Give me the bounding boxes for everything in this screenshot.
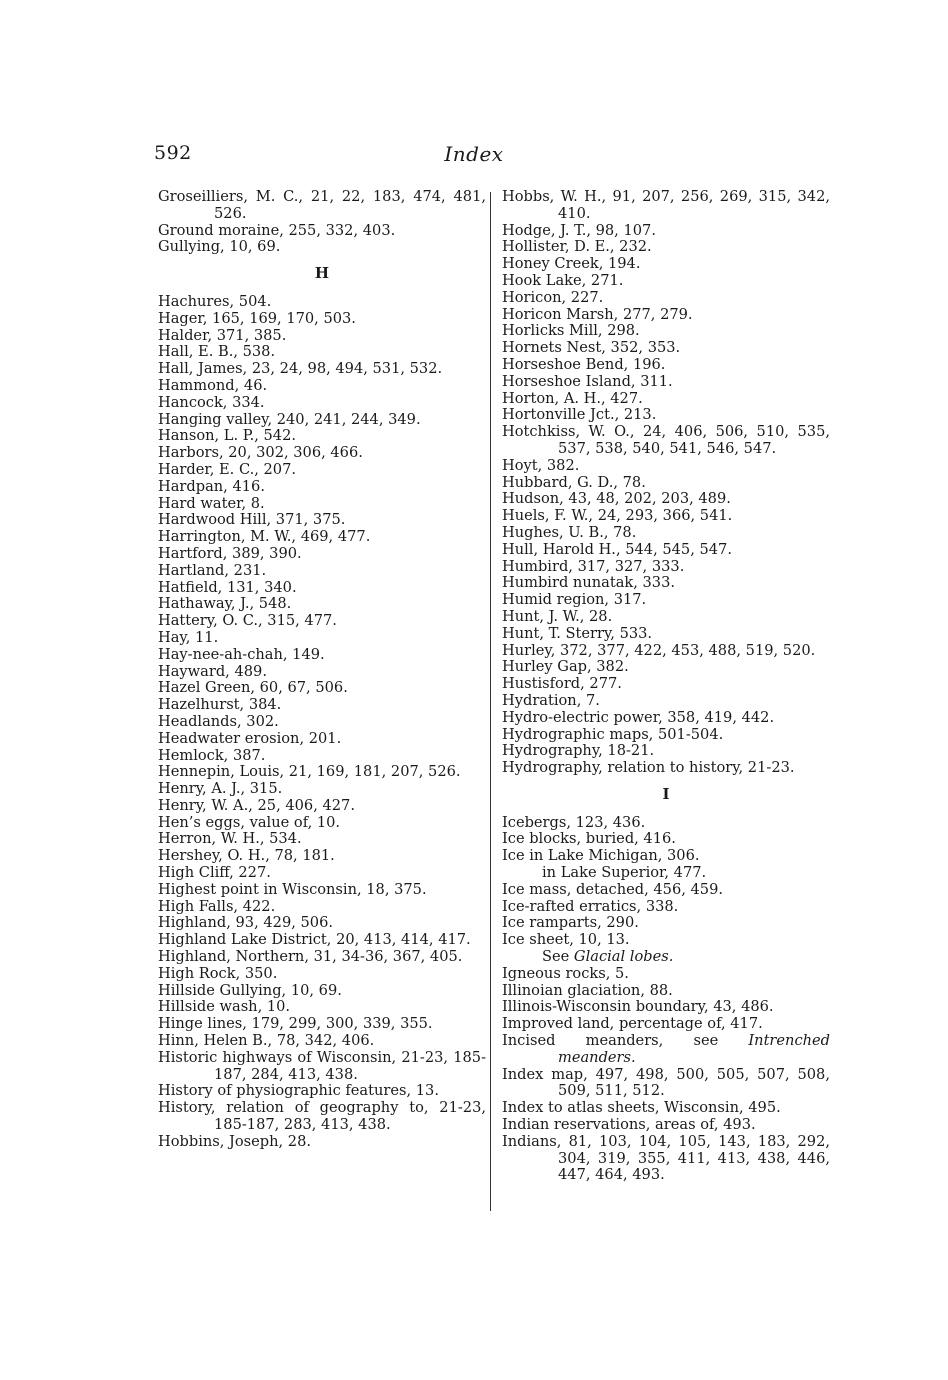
index-entry: Hughes, U. B., 78. <box>502 523 637 541</box>
index-entry: Highland, 93, 429, 506. <box>158 914 333 932</box>
index-entry: Illinois-Wisconsin boundary, 43, 486. <box>502 998 774 1016</box>
index-entry: Hillside wash, 10. <box>158 998 291 1016</box>
index-entry: Hollister, D. E., 232. <box>502 238 652 256</box>
index-entry: High Cliff, 227. <box>158 864 271 882</box>
index-entry: Hershey, O. H., 78, 181. <box>158 847 335 865</box>
index-entry: Hotchkiss, W. O., 24, 406, 506, 510, 535, 537, 538, 540, 541, 546, 547. <box>502 423 830 457</box>
index-entry: Hardwood Hill, 371, 375. <box>158 511 346 529</box>
index-entry: Hayward, 489. <box>158 662 267 680</box>
index-entry: Honey Creek, 194. <box>502 255 641 273</box>
index-entry: Hazelhurst, 384. <box>158 696 282 714</box>
index-entry: Hull, Harold H., 544, 545, 547. <box>502 540 732 558</box>
index-entry: Headlands, 302. <box>158 712 279 730</box>
index-entry: Ground moraine, 255, 332, 403. <box>158 221 396 239</box>
index-entry: Hall, James, 23, 24, 98, 494, 531, 532. <box>158 360 443 378</box>
index-entry: Hinge lines, 179, 299, 300, 339, 355. <box>158 1015 433 1033</box>
index-entry: History, relation of geography to, 21-23, 185-187, 283, 413, 438. <box>158 1099 486 1134</box>
entry-group-h-continued <box>502 189 830 777</box>
see-prefix: See <box>542 948 574 966</box>
index-entry: Hager, 165, 169, 170, 503. <box>158 309 356 327</box>
index-column-right <box>502 189 830 1184</box>
index-entry: Hemlock, 387. <box>158 746 266 764</box>
index-entry: Hobbins, Joseph, 28. <box>158 1132 312 1150</box>
index-entry: Henry, W. A., 25, 406, 427. <box>158 796 355 814</box>
index-entry: Icebergs, 123, 436. <box>502 813 646 831</box>
index-entry: Hall, E. B., 538. <box>158 343 276 361</box>
index-entry: Hodge, J. T., 98, 107. <box>502 221 656 239</box>
column-divider <box>490 192 491 1211</box>
index-entry: Hillside Gullying, 10, 69. <box>158 981 342 999</box>
index-entry: Hurley Gap, 382. <box>502 658 629 676</box>
index-entry: Harrington, M. W., 469, 477. <box>158 528 371 546</box>
see-reference <box>502 949 830 966</box>
index-entry: Horton, A. H., 427. <box>502 389 643 407</box>
index-entry: Hornets Nest, 352, 353. <box>502 339 681 357</box>
entry-group-i-end <box>502 1067 830 1185</box>
index-entry: Horicon Marsh, 277, 279. <box>502 305 693 323</box>
index-entry: Historic highways of Wisconsin, 21-23, 185-187, 284, 413, 438. <box>158 1048 486 1083</box>
index-entry: History of physiographic features, 13. <box>158 1082 439 1100</box>
index-entry: Hathaway, J., 548. <box>158 595 292 613</box>
index-entry: Hartford, 389, 390. <box>158 544 302 562</box>
index-entry: Humid region, 317. <box>502 591 647 609</box>
index-entry: Hartland, 231. <box>158 561 267 579</box>
index-entry: Ice in Lake Michigan, 306. <box>502 847 700 865</box>
page-number: 592 <box>154 142 192 164</box>
index-entry: Hydro-electric power, 358, 419, 442. <box>502 708 775 726</box>
index-entry: Hardpan, 416. <box>158 477 265 495</box>
index-entry: Indians, 81, 103, 104, 105, 143, 183, 292, 304, 319, 355, 411, 413, 438, 446, 447, 464, 493. <box>502 1132 830 1184</box>
index-entry: Index map, 497, 498, 500, 505, 507, 508, 509, 511, 512. <box>502 1065 830 1100</box>
index-entry: Indian reservations, areas of, 493. <box>502 1116 756 1134</box>
index-entry: Igneous rocks, 5. <box>502 964 629 982</box>
entry-group-h <box>158 294 486 1151</box>
index-entry: Hook Lake, 271. <box>502 271 624 289</box>
entry-group-g <box>158 189 486 256</box>
letter-heading-h: H <box>314 264 330 283</box>
index-entry: Highland, Northern, 31, 34-36, 367, 405. <box>158 948 463 966</box>
index-entry: Hustisford, 277. <box>502 675 622 693</box>
index-entry: Hurley, 372, 377, 422, 453, 488, 519, 520. <box>502 641 816 659</box>
entry-group-i-after-see <box>502 966 830 1033</box>
index-entry: High Falls, 422. <box>158 897 276 915</box>
index-entry: Ice mass, detached, 456, 459. <box>502 880 724 898</box>
index-sub-entry: in Lake Superior, 477. <box>542 864 707 882</box>
see-target: Glacial lobes. <box>573 948 674 966</box>
index-entry: Henry, A. J., 315. <box>158 780 283 798</box>
index-entry: Hunt, T. Sterry, 533. <box>502 624 653 642</box>
index-entry: Horlicks Mill, 298. <box>502 322 640 340</box>
entry-group-i-mid <box>502 882 830 949</box>
index-entry: Harder, E. C., 207. <box>158 460 297 478</box>
index-entry: Ice sheet, 10, 13. <box>502 931 630 949</box>
incised-prefix: Incised meanders, see <box>502 1032 749 1050</box>
index-entry: High Rock, 350. <box>158 964 278 982</box>
index-entry: Hancock, 334. <box>158 393 265 411</box>
index-entry: Hydrography, 18-21. <box>502 742 655 760</box>
index-entry: Herron, W. H., 534. <box>158 830 302 848</box>
index-entry: Hobbs, W. H., 91, 207, 256, 269, 315, 342, 410. <box>502 188 830 222</box>
index-entry: Hoyt, 382. <box>502 456 580 474</box>
index-entry: Ice blocks, buried, 416. <box>502 830 676 848</box>
index-entry: Horseshoe Bend, 196. <box>502 355 666 373</box>
index-entry: Improved land, percentage of, 417. <box>502 1015 763 1033</box>
index-entry: Hachures, 504. <box>158 292 272 310</box>
index-entry: Horseshoe Island, 311. <box>502 372 673 390</box>
index-entry: Ice ramparts, 290. <box>502 914 639 932</box>
index-entry: Horicon, 227. <box>502 288 604 306</box>
index-entry: Hubbard, G. D., 78. <box>502 473 646 491</box>
index-entry: Hinn, Helen B., 78, 342, 406. <box>158 1032 375 1050</box>
index-entry: Hortonville Jct., 213. <box>502 406 657 424</box>
index-entry: Groseilliers, M. C., 21, 22, 183, 474, 481, 526. <box>158 188 486 222</box>
index-entry: Hen’s eggs, value of, 10. <box>158 813 341 831</box>
index-entry: Illinoian glaciation, 88. <box>502 981 673 999</box>
index-entry: Hard water, 8. <box>158 494 265 512</box>
index-entry: Hydrographic maps, 501-504. <box>502 725 724 743</box>
index-entry: Halder, 371, 385. <box>158 326 287 344</box>
incised-target: Intrenched meanders. <box>558 1032 830 1066</box>
letter-heading-i: I <box>662 784 670 803</box>
index-entry: Hydration, 7. <box>502 691 600 709</box>
running-head: Index <box>444 142 504 166</box>
index-entry: Hydrography, relation to history, 21-23. <box>502 759 795 777</box>
index-entry: Humbird, 317, 327, 333. <box>502 557 685 575</box>
index-entry: Hennepin, Louis, 21, 169, 181, 207, 526. <box>158 763 461 781</box>
index-entry: Humbird nunatak, 333. <box>502 574 676 592</box>
index-entry: Hudson, 43, 48, 202, 203, 489. <box>502 490 731 508</box>
index-entry: Hatfield, 131, 340. <box>158 578 297 596</box>
index-entry: Hazel Green, 60, 67, 506. <box>158 679 348 697</box>
index-entry: Highest point in Wisconsin, 18, 375. <box>158 880 427 898</box>
index-entry: Hattery, O. C., 315, 477. <box>158 612 337 630</box>
index-entry-incised-meanders <box>502 1033 830 1067</box>
index-entry: Hay, 11. <box>158 628 219 646</box>
entry-group-i-start <box>502 815 830 865</box>
index-entry: Hammond, 46. <box>158 376 268 394</box>
index-entry: Gullying, 10, 69. <box>158 238 281 256</box>
index-entry: Harbors, 20, 302, 306, 466. <box>158 444 363 462</box>
index-entry: Ice-rafted erratics, 338. <box>502 897 679 915</box>
index-entry: Headwater erosion, 201. <box>158 729 342 747</box>
index-entry: Hay-nee-ah-chah, 149. <box>158 645 325 663</box>
index-entry: Index to atlas sheets, Wisconsin, 495. <box>502 1099 781 1117</box>
index-column-left <box>158 189 486 1151</box>
index-entry: Hanson, L. P., 542. <box>158 427 297 445</box>
index-entry: Huels, F. W., 24, 293, 366, 541. <box>502 507 733 525</box>
index-entry: Highland Lake District, 20, 413, 414, 417. <box>158 931 471 949</box>
index-entry: Hunt, J. W., 28. <box>502 607 613 625</box>
index-entry: Hanging valley, 240, 241, 244, 349. <box>158 410 421 428</box>
